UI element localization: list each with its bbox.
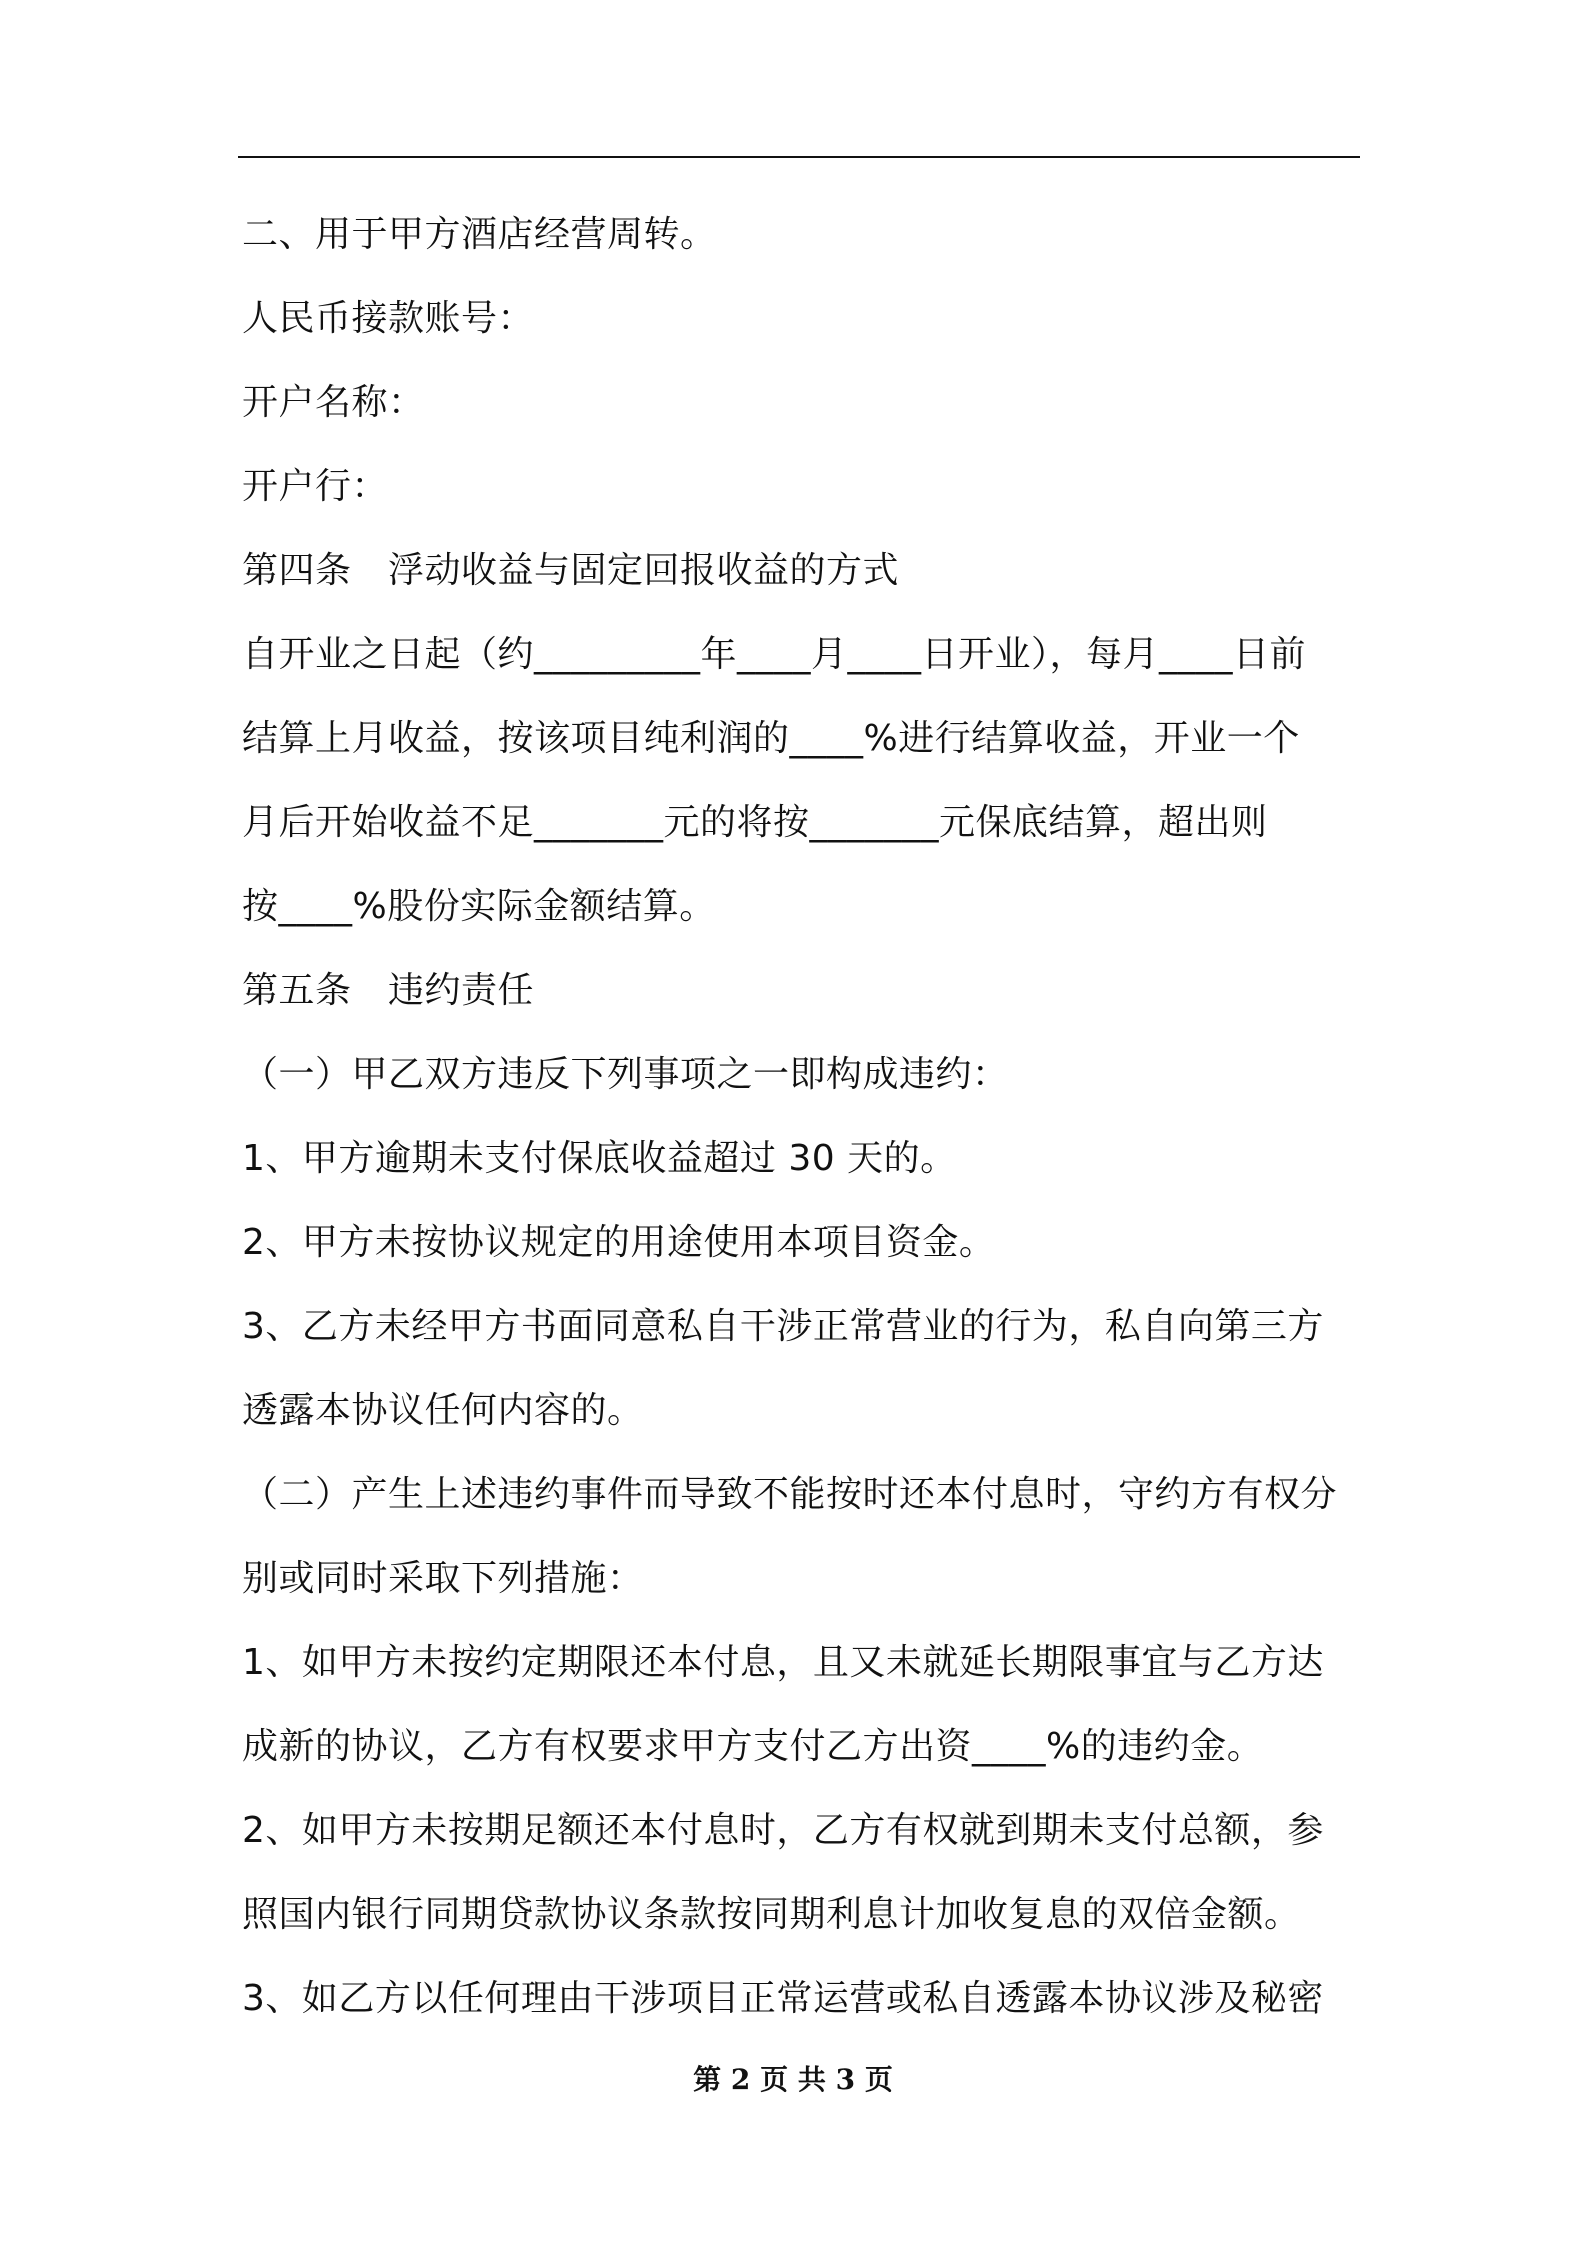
text-line: 人民币接款账号：	[242, 298, 535, 339]
text-line: 结算上月收益，按该项目纯利润的____%进行结算收益，开业一个	[242, 718, 1300, 759]
document-body	[242, 193, 1364, 2041]
text-line: 透露本协议任何内容的。	[242, 1390, 644, 1431]
text-line: 开户行：	[242, 466, 389, 507]
section-heading: 第四条 浮动收益与固定回报收益的方式	[242, 550, 900, 591]
text-line: 自开业之日起（约_________年____月____日开业），每月____日前	[242, 634, 1307, 675]
section-heading: 第五条 违约责任	[242, 970, 535, 1011]
text-line: 开户名称：	[242, 382, 425, 423]
text-line: 3、如乙方以任何理由干涉项目正常运营或私自透露本协议涉及秘密	[242, 1978, 1324, 2019]
header-divider	[238, 156, 1360, 158]
text-line: （二）产生上述违约事件而导致不能按时还本付息时，守约方有权分	[242, 1474, 1338, 1515]
text-line: 3、乙方未经甲方书面同意私自干涉正常营业的行为，私自向第三方	[242, 1306, 1324, 1347]
text-line: 1、甲方逾期未支付保底收益超过 30 天的。	[242, 1138, 957, 1179]
text-line: （一）甲乙双方违反下列事项之一即构成违约：	[242, 1054, 1009, 1095]
text-line: 成新的协议，乙方有权要求甲方支付乙方出资____%的违约金。	[242, 1726, 1264, 1767]
text-line: 别或同时采取下列措施：	[242, 1558, 644, 1599]
text-line: 2、甲方未按协议规定的用途使用本项目资金。	[242, 1222, 996, 1263]
text-line: 照国内银行同期贷款协议条款按同期利息计加收复息的双倍金额。	[242, 1894, 1301, 1935]
text-line: 2、如甲方未按期足额还本付息时，乙方有权就到期未支付总额，参	[242, 1810, 1324, 1851]
text-line: 月后开始收益不足_______元的将按_______元保底结算，超出则	[242, 802, 1268, 843]
page-number: 第 2 页 共 3 页	[693, 2063, 893, 2096]
text-line: 1、如甲方未按约定期限还本付息，且又未就延长期限事宜与乙方达	[242, 1642, 1324, 1683]
text-line: 二、用于甲方酒店经营周转。	[242, 214, 717, 255]
text-line: 按____%股份实际金额结算。	[242, 886, 716, 927]
